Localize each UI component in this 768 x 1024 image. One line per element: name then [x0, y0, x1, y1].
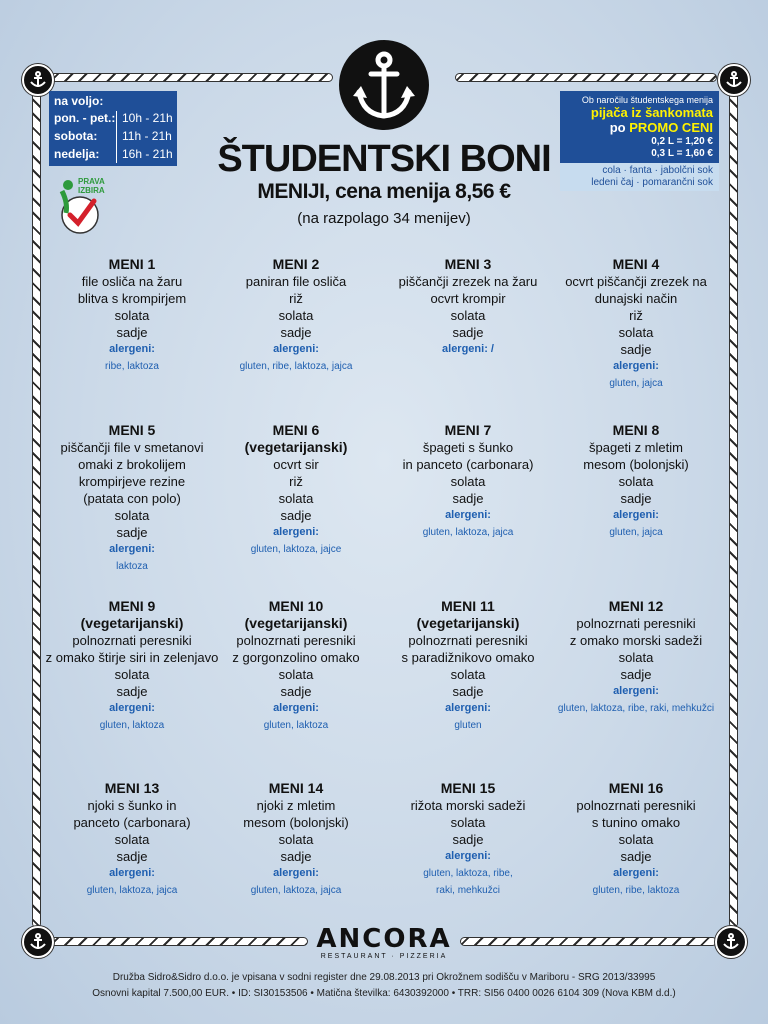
menu-item	[46, 422, 218, 575]
menu-item	[382, 780, 554, 899]
menu-item	[210, 422, 382, 558]
menu-title: MENI 9	[108, 598, 156, 614]
promo-intro: Ob naročilu študentskega menija	[581, 95, 713, 105]
menu-title: MENI 6	[272, 422, 320, 438]
menu-title: MENI 10	[268, 598, 324, 614]
allergen-list: laktoza	[116, 561, 148, 572]
menu-line: blitva s krompirjem	[77, 291, 187, 306]
menu-item	[210, 780, 382, 899]
page-title: ŠTUDENTSKI BONI	[217, 138, 551, 180]
menu-vegetarian-tag: (vegetarijanski)	[244, 439, 348, 455]
ancora-logo	[310, 926, 458, 962]
menu-line: riž	[629, 308, 643, 323]
menu-line: rižota morski sadeži	[410, 798, 526, 813]
menu-vegetarian-tag: (vegetarijanski)	[244, 615, 348, 631]
promo-price-small: 0,2 L = 1,20 €	[651, 136, 713, 147]
allergen-list: gluten, laktoza, jajca	[86, 885, 178, 896]
logo-subtitle: RESTAURANT · PIZZERIA	[320, 953, 448, 960]
menu-title: MENI 5	[108, 422, 156, 438]
allergen-list: gluten, laktoza, ribe,	[423, 868, 513, 879]
menu-line: solata	[278, 491, 314, 506]
menu-line: mesom (bolonjski)	[583, 457, 689, 472]
menu-item	[550, 256, 722, 392]
menu-title: MENI 1	[108, 256, 156, 272]
allergen-list: gluten, jajca	[609, 378, 663, 389]
menu-line: s paradižnikovo omako	[401, 650, 535, 665]
menu-line: sadje	[280, 325, 312, 340]
availability-note: (na razpolago 34 menijev)	[297, 210, 471, 227]
allergen-label: alergeni:	[445, 850, 491, 862]
hours-day: sobota:	[54, 129, 98, 143]
allergen-list: gluten, laktoza, jajce	[250, 544, 342, 555]
menu-line: njoki z mletim	[256, 798, 336, 813]
menu-line: sadje	[116, 849, 148, 864]
menu-line: polnozrnati peresniki	[576, 616, 696, 631]
menu-title: MENI 12	[608, 598, 664, 614]
menu-line: solata	[114, 832, 150, 847]
menu-line: piščančji zrezek na žaru	[398, 274, 538, 289]
menu-line: sadje	[620, 342, 652, 357]
menu-line: sadje	[452, 832, 484, 847]
legal-footer	[0, 970, 768, 1002]
menu-line: solata	[450, 815, 486, 830]
menu-item	[210, 598, 382, 734]
menu-line: (patata con polo)	[83, 491, 181, 506]
menu-vegetarian-tag: (vegetarijanski)	[80, 615, 184, 631]
menu-line: sadje	[280, 508, 312, 523]
menu-item	[46, 780, 218, 899]
menu-item	[550, 780, 722, 899]
promo-drinks-line: cola · fanta · jabolčni sok	[602, 165, 713, 176]
menu-line: mesom (bolonjski)	[243, 815, 349, 830]
menu-line: solata	[114, 667, 150, 682]
menu-line: polnozrnati peresniki	[72, 633, 192, 648]
allergen-label: alergeni:	[613, 509, 659, 521]
hours-time: 16h - 21h	[122, 147, 173, 161]
allergen-list: gluten, laktoza, ribe, raki, mehkužci	[557, 703, 715, 714]
allergen-label: alergeni:	[109, 702, 155, 714]
menu-line: sadje	[452, 491, 484, 506]
menu-line: sadje	[280, 684, 312, 699]
menu-title: MENI 15	[440, 780, 496, 796]
promo-drinks-heading: pijača iz šankomata	[590, 105, 713, 120]
allergen-label: alergeni:	[273, 526, 319, 538]
anchor-corner-icon	[715, 926, 747, 958]
menu-item	[550, 422, 722, 541]
menu-line: solata	[278, 308, 314, 323]
rope-border-top-left	[50, 73, 333, 82]
allergen-list: gluten, laktoza	[99, 720, 165, 731]
menu-title: MENI 2	[272, 256, 320, 272]
promo-highlight: PROMO CENI	[629, 120, 713, 135]
footer-line: Družba Sidro&Sidro d.o.o. je vpisana v sodni register dne 29.08.2013 pri Okrožnem sodišču v Mariboru - SRG 2013/33995	[112, 972, 656, 983]
menu-vegetarian-tag: (vegetarijanski)	[416, 615, 520, 631]
menu-line: njoki s šunko in	[87, 798, 177, 813]
page-subtitle: MENIJI, cena menija 8,56 €	[257, 180, 511, 203]
menu-item	[382, 256, 554, 358]
menu-line: polnozrnati peresniki	[576, 798, 696, 813]
hours-time: 11h - 21h	[122, 129, 172, 143]
allergen-label: alergeni:	[613, 867, 659, 879]
allergen-list: ribe, laktoza	[105, 361, 159, 372]
menu-line: solata	[114, 508, 150, 523]
allergen-list: gluten	[454, 720, 482, 731]
menu-item	[46, 256, 218, 375]
allergen-label: alergeni:	[613, 685, 659, 697]
menu-line: piščančji file v smetanovi	[60, 440, 204, 455]
menu-title: MENI 3	[444, 256, 492, 272]
menu-title: MENI 4	[612, 256, 660, 272]
hours-day: nedelja:	[54, 147, 100, 161]
menu-item	[40, 598, 224, 734]
menu-line: solata	[450, 474, 486, 489]
badge-label: PRAVA IZBIRA	[78, 177, 105, 195]
allergen-label: alergeni:	[613, 360, 659, 372]
menu-line: špageti s šunko	[422, 440, 514, 455]
allergen-list: gluten, ribe, laktoza, jajca	[239, 361, 353, 372]
promo-price-line	[610, 120, 713, 135]
allergen-label: alergeni:	[273, 867, 319, 879]
rope-border-bottom-left	[50, 937, 308, 946]
allergen-list: gluten, jajca	[609, 527, 663, 538]
menu-line: ocvrt krompir	[430, 291, 506, 306]
menu-line: paniran file osliča	[245, 274, 347, 289]
hours-time: 10h - 21h	[122, 111, 173, 125]
menu-line: solata	[450, 308, 486, 323]
menu-line: solata	[618, 474, 654, 489]
menu-line: sadje	[452, 325, 484, 340]
anchor-corner-icon	[22, 926, 54, 958]
menu-line: sadje	[280, 849, 312, 864]
menu-line: špageti z mletim	[589, 440, 683, 455]
allergen-label: alergeni:	[445, 509, 491, 521]
menu-line: z gorgonzolino omako	[232, 650, 360, 665]
logo-name: ANCORA	[316, 924, 452, 954]
promo-price-large: 0,3 L = 1,60 €	[651, 148, 713, 159]
menu-line: riž	[289, 291, 303, 306]
menu-line: z omako štirje siri in zelenjavo	[45, 650, 219, 665]
hours-heading: na voljo:	[54, 94, 104, 108]
menu-item	[382, 598, 554, 734]
menu-title: MENI 14	[268, 780, 324, 796]
menu-line: krompirjeve rezine	[78, 474, 186, 489]
allergen-label: alergeni:	[445, 702, 491, 714]
allergen-label: alergeni:	[109, 343, 155, 355]
menu-line: solata	[278, 667, 314, 682]
menu-line: sadje	[620, 491, 652, 506]
menu-line: solata	[450, 667, 486, 682]
allergen-list: raki, mehkužci	[436, 885, 500, 896]
allergen-list: gluten, laktoza, jajca	[422, 527, 514, 538]
menu-line: omaki z brokolijem	[78, 457, 186, 472]
menu-line: solata	[618, 832, 654, 847]
hours-day: pon. - pet.:	[54, 111, 116, 125]
menu-line: solata	[618, 325, 654, 340]
allergen-label: alergeni:	[273, 343, 319, 355]
allergen-label: alergeni:	[109, 543, 155, 555]
menu-line: ocvrt sir	[273, 457, 319, 472]
rope-border-top-right	[455, 73, 717, 82]
promo-drinks-line: ledeni čaj · pomarančni sok	[591, 177, 713, 188]
menu-title: MENI 7	[444, 422, 492, 438]
menu-title: MENI 8	[612, 422, 660, 438]
menu-line: solata	[114, 308, 150, 323]
menu-line: in panceto (carbonara)	[402, 457, 534, 472]
menu-line: ocvrt piščančji zrezek na	[565, 274, 707, 289]
menu-title: MENI 16	[608, 780, 664, 796]
anchor-corner-icon	[718, 64, 750, 96]
menu-item	[382, 422, 554, 541]
menu-line: dunajski način	[594, 291, 678, 306]
menu-title: MENI 13	[104, 780, 160, 796]
menu-line: sadje	[116, 525, 148, 540]
allergen-list: gluten, laktoza	[263, 720, 329, 731]
footer-line: Osnovni kapital 7.500,00 EUR. • ID: SI30153506 • Matična številka: 6430392000 • TRR: SI56 0400 0026 6104 309 (Nova KBM d.d.)	[92, 988, 676, 999]
promo-price-prefix: po	[609, 120, 626, 135]
allergen-label: alergeni:	[273, 702, 319, 714]
rope-border-bottom-right	[460, 937, 717, 946]
menu-line: sadje	[452, 684, 484, 699]
menu-line: sadje	[620, 667, 652, 682]
menu-line: s tunino omako	[591, 815, 681, 830]
menu-item	[546, 598, 726, 717]
menu-line: riž	[289, 474, 303, 489]
menu-title: MENI 11	[441, 598, 495, 614]
allergen-label: alergeni:	[109, 867, 155, 879]
allergen-list: gluten, laktoza, jajca	[250, 885, 342, 896]
menu-line: solata	[278, 832, 314, 847]
menu-line: z omako morski sadeži	[569, 633, 703, 648]
allergen-list: gluten, ribe, laktoza	[592, 885, 680, 896]
menu-line: polnozrnati peresniki	[236, 633, 356, 648]
menu-line: polnozrnati peresniki	[408, 633, 528, 648]
menu-item	[210, 256, 382, 375]
menu-line: sadje	[116, 325, 148, 340]
anchor-logo-icon	[339, 40, 429, 130]
menu-line: sadje	[116, 684, 148, 699]
menu-line: file osliča na žaru	[81, 274, 183, 289]
menu-line: solata	[618, 650, 654, 665]
allergen-label: alergeni: /	[442, 343, 494, 355]
menu-line: sadje	[620, 849, 652, 864]
menu-line: panceto (carbonara)	[73, 815, 191, 830]
